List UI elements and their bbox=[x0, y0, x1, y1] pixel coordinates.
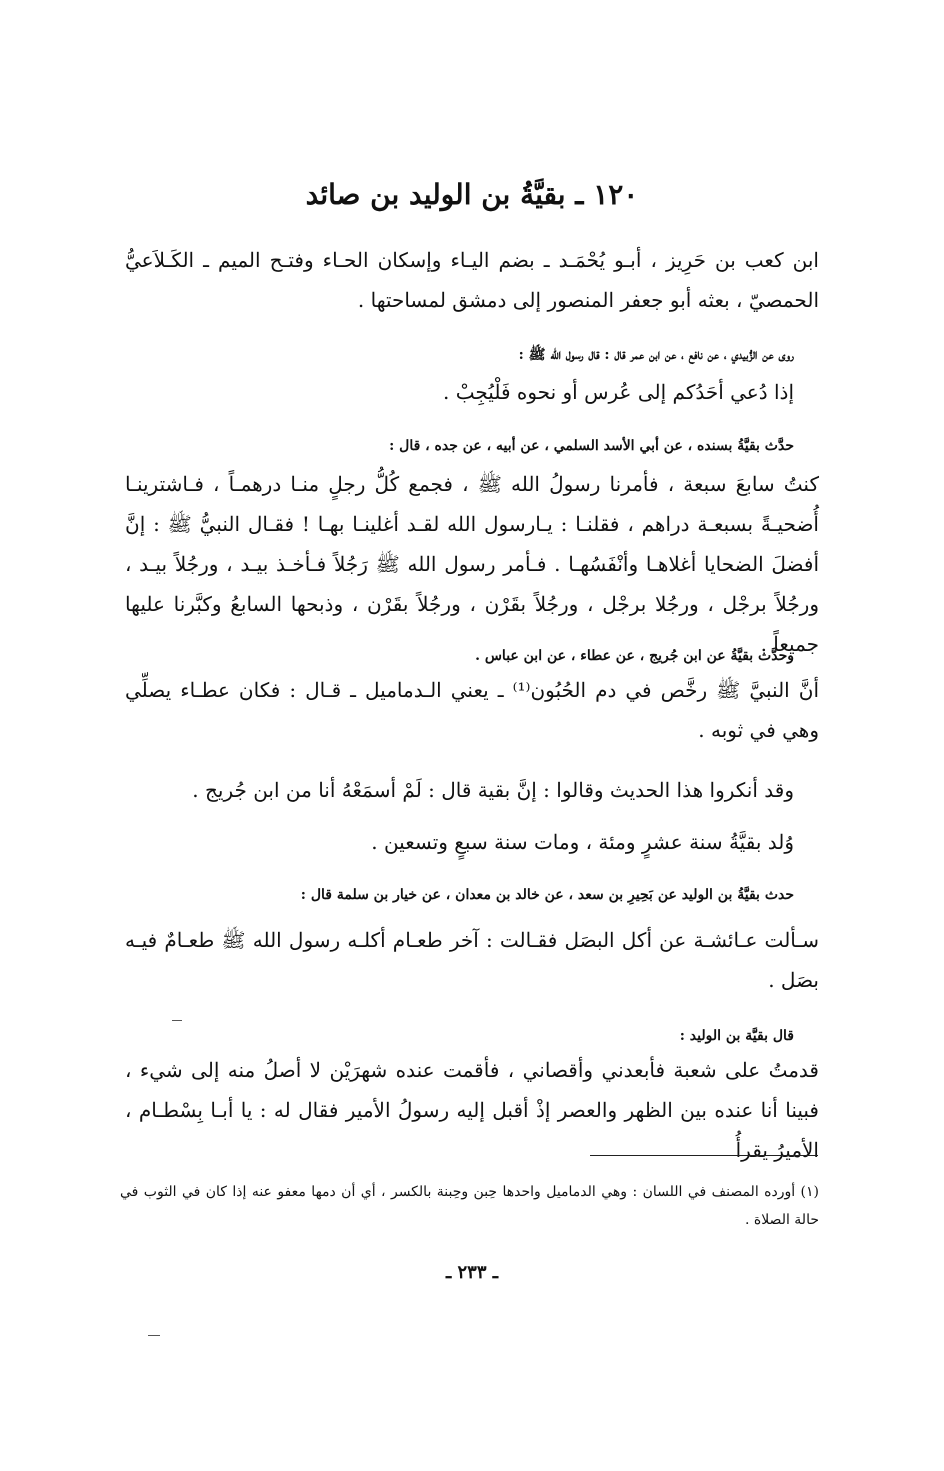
hadith2-text: كنتُ سابعَ سبعة ، فأمرنا رسولُ الله ﷺ ، فجمع كُلُّ رجلٍ منـا درهمـاً ، فـاشترينـا أُضحيـةً بسبعـة دراهم ، فقلنـا : يـارسول الله لقـد أغلينـا بهـا ! فقـال النبيُّ ﷺ : إنَّ أفضلَ الضحايا أغلاهـا وأنْفَسُهـا . فـأمر رسول الله ﷺ رَجُلاً فـأخـذ بيـد ، ورجُلاً بيـد ، ورجُلاً برجْل ، ورجُلا برجْل ، ورجُلاً بقَرْن ، ورجُلاً بقَرْن ، وذبحها السابعُ وكبَّرنا عليها جميعاً . bbox=[125, 472, 820, 656]
hadith5-isnad: قال بقيَّة بن الوليد : bbox=[679, 1028, 794, 1044]
hadith4-isnad: حدث بقيَّةُ بن الوليد عن بَحِيرِ بن سعد ، عن خالد بن معدان ، عن خيار بن سلمة قال : bbox=[300, 887, 794, 903]
scan-mark bbox=[148, 1335, 160, 1336]
hadith1-text: إذا دُعي أحَدُكم إلى عُرس أو نحوه فَلْيُجِبْ . bbox=[443, 380, 794, 404]
hadith5-text: قدمتُ على شعبة فأبعدني وأقصاني ، فأقمت عنده شهرَيْن لا أصلُ منه إلى شيء ، فبينا أنا عنده بين الظهر والعصر إذْ أقبل إليه رسولُ الأمير فقال له : يا أبـا بِسْطـام ، الأميرُ يقرأُ bbox=[125, 1058, 819, 1162]
hadith2-isnad: حدَّث بقيَّةُ بسنده ، عن أبي الأسد السلمي ، عن أبيه ، عن جده ، قال : bbox=[389, 438, 794, 454]
hadith3-text: أنَّ النبيَّ ﷺ رخَّص في دم الحُبُون⁽¹⁾ ـ يعني الـدماميل ـ قـال : فكان عطـاء يصلِّي وهي في ثوبه . bbox=[125, 678, 820, 742]
intro-paragraph: ابن كعب بن حَرِيز ، أبـو يُحْمَـد ـ بضم اليـاء وإسكان الحـاء وفتـح الميم ـ الكَـلاَعيُّ الحمصيّ ، بعثه أبو جعفر المنصور إلى دمشق لمساحتها . bbox=[125, 248, 819, 312]
page-title: ١٢٠ ـ بقيَّةُ بن الوليد بن صائد bbox=[305, 178, 639, 211]
page-number: ـ ٢٣٣ ـ bbox=[445, 1262, 499, 1283]
hadith3-isnad: وحدَّث بقيَّةُ عن ابن جُريج ، عن عطاء ، عن ابن عباس . bbox=[475, 648, 794, 664]
hadith4-text: سـألت عـائشـة عن أكل البصَل فقـالت : آخر طعـام أكلـه رسول الله ﷺ طعـامٌ فيـه بصَل . bbox=[125, 928, 819, 992]
footnote-divider bbox=[590, 1155, 818, 1156]
scan-mark bbox=[172, 1020, 182, 1021]
footnote: (١) أورده المصنف في اللسان : وهي الدماميل واحدها حِبن وحِبنة بالكسر ، أي أن دمها معفو عنه إذا كان في الثوب في حالة الصلاة . bbox=[120, 1184, 819, 1228]
hadith1-isnad: روى عن الزُّبيدي ، عن نافع ، عن ابن عمر قال : قال رسول الله ﷺ : bbox=[518, 347, 794, 363]
note-criticism: وقد أنكروا هذا الحديث وقالوا : إنَّ بقية قال : لَمْ أسمَعْهُ أنا من ابن جُريج . bbox=[192, 778, 794, 802]
note-birth-death: وُلد بقيَّةُ سنة عشرٍ ومئة ، ومات سنة سبعٍ وتسعين . bbox=[371, 830, 794, 854]
